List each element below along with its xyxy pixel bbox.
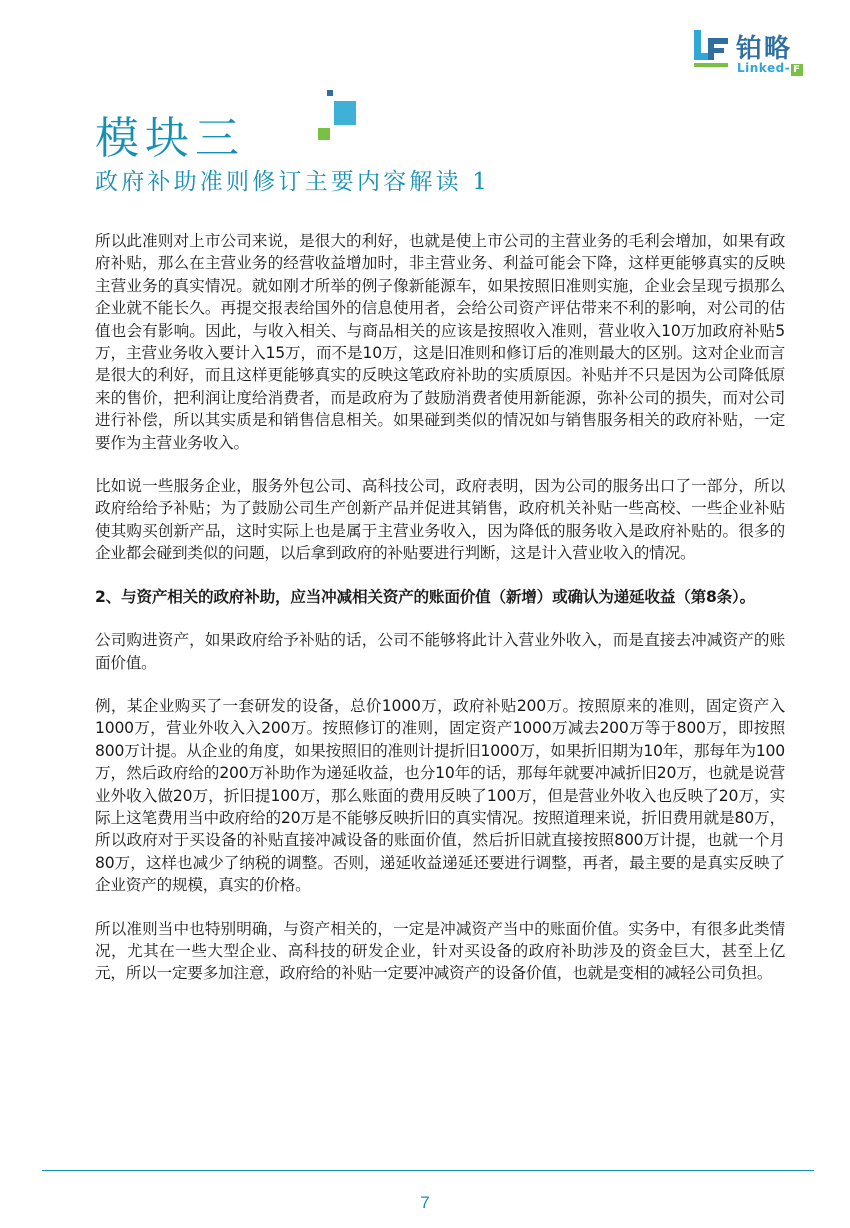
paragraph: 所以准则当中也特别明确，与资产相关的，一定是冲减资产当中的账面价值。实务中，有很多此类情况，尤其在一些大型企业、高科技的研发企业，针对买设备的政府补助涉及的资金巨大，甚至上亿元，所以一定要多加注意，政府给的补贴一定要冲减资产的设备价值，也就是变相的减轻公司负担。 xyxy=(95,919,785,983)
section-heading: 2、与资产相关的政府补助，应当冲减相关资产的账面价值（新增）或确认为递延收益（第8条）。 xyxy=(95,587,756,606)
page-subtitle: 政府补助准则修订主要内容解读 1 xyxy=(95,169,491,195)
logo-english-name xyxy=(737,61,803,76)
logo-chinese-name: 铂略 xyxy=(736,34,793,64)
document-body xyxy=(95,230,785,1006)
page-title: 模块三 xyxy=(95,113,245,164)
page-number: 7 xyxy=(420,1193,430,1212)
linked-f-logo-icon xyxy=(694,30,730,70)
paragraph: 公司购进资产，如果政府给予补贴的话，公司不能够将此计入营业外收入，而是直接去冲减资产的账面价值。 xyxy=(95,631,785,672)
paragraph: 所以此准则对上市公司来说，是很大的利好，也就是使上市公司的主营业务的毛利会增加，如果有政府补贴，那么在主营业务的经营收益增加时，非主营业务、利益可能会下降，这样更能够真实的反映主营业务的真实情况。就如刚才所举的例子像新能源车，如果按照旧准则实施，企业会呈现亏损那么企业就不能长久。再提交报表给国外的信息使用者，会给公司资产评估带来不利的影响，对公司的估值也会有影响。因此，与收入相关、与商品相关的应该是按照收入准则，营业收入10万加政府补贴5万，主营业务收入要计入15万，而不是10万，这是旧准则和修订后的准则最大的区别。这对企业而言是很大的利好，而且这样更能够真实的反映这笔政府补助的实质原因。补贴并不只是因为公司降低原来的售价，把利润让度给消费者，而是政府为了鼓励消费者使用新能源，弥补公司的损失，而对公司进行补偿，所以其实质是和销售信息相关。如果碰到类似的情况如与销售服务相关的政府补贴，一定要作为主营业务收入。 xyxy=(95,232,785,452)
paragraph: 比如说一些服务企业，服务外包公司、高科技公司，政府表明，因为公司的服务出口了一部分，所以政府给给予补贴；为了鼓励公司生产创新产品并促进其销售，政府机关补贴一些高校、一些企业补贴使其购买创新产品，这时实际上也是属于主营业务收入，因为降低的服务收入是政府补贴的。很多的企业都会碰到类似的问题，以后拿到政府的补贴要进行判断，这是计入营业收入的情况。 xyxy=(95,477,785,563)
brand-logo xyxy=(694,28,814,78)
paragraph: 例，某企业购买了一套研发的设备，总价1000万，政府补贴200万。按照原来的准则，固定资产入1000万，营业外收入入200万。按照修订的准则，固定资产1000万减去200万等于800万，即按照800万计提。从企业的角度，如果按照旧的准则计提折旧1000万，如果折旧期为10年，那每年为100万，然后政府给的200万补助作为递延收益，也分10年的话，那每年就要冲减折旧20万，也就是说营业外收入做20万，折旧提100万，那么账面的费用反映了100万，但是营业外收入也反映了20万，实际上这笔费用当中政府给的20万是不能够反映折旧的真实情况。按照道理来说，折旧费用就是80万，所以政府对于买设备的补贴直接冲减设备的账面价值，然后折旧就直接按照800万计提，也就一个月80万，这样也减少了纳税的调整。否则，递延收益递延还要进行调整，再者，最主要的是真实反映了企业资产的规模，真实的价格。 xyxy=(95,696,785,895)
logo-english-suffix: F xyxy=(793,64,801,75)
footer-divider xyxy=(42,1170,814,1171)
logo-english-prefix: Linked- xyxy=(737,61,791,75)
decorative-squares-icon xyxy=(318,90,358,142)
